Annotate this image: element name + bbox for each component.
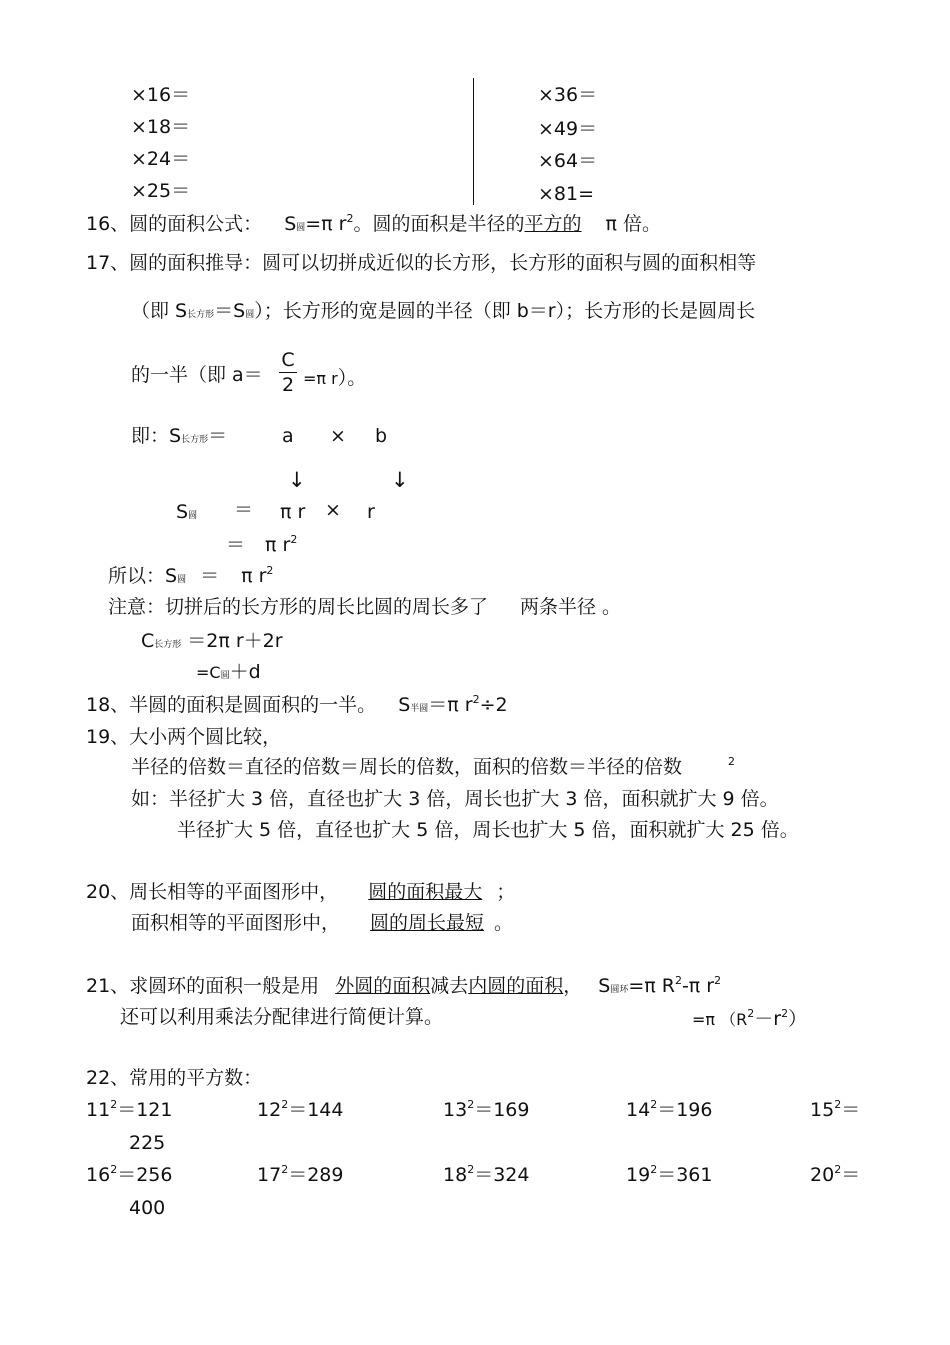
zhuyi-row: 注意：切拼后的长方形的周长比圆的周长多了 两条半径 。 xyxy=(108,596,622,618)
column-divider xyxy=(473,78,474,205)
item-21-eq2: =π $(R^2-r^2)$ xyxy=(692,1007,808,1030)
c-changfangxing-row: C长方形 ＝2π r＋2r xyxy=(141,630,283,652)
mult-left-1: ×16＝ xyxy=(131,84,191,106)
item-20-line1: 20、周长相等的平面图形中， 圆的面积最大 ； xyxy=(86,881,516,903)
square-11: $11^2=121$ xyxy=(86,1098,173,1121)
item-18: 18、半圆的面积是圆面积的一半。 S半圆＝π $r^2\div 2$ xyxy=(86,693,508,716)
s-yuan-row: S圆 xyxy=(176,501,198,523)
s-yuan-eq: ＝ xyxy=(234,499,254,521)
item-19-line3: 如：半径扩大 3 倍，直径也扩大 3 倍，周长也扩大 3 倍，面积就扩大 9 倍。 xyxy=(131,788,779,810)
down-arrow-icon: ↓ xyxy=(288,468,306,492)
square-19: $19^2=361$ xyxy=(626,1163,713,1186)
square-20: $20^2=$ xyxy=(810,1163,861,1186)
c-yuan-row: =C圆＋d xyxy=(196,661,261,683)
mult-right-2: ×49＝ xyxy=(538,118,598,140)
mult-left-4: ×25＝ xyxy=(131,180,191,202)
ji-b: b xyxy=(375,425,388,447)
ji-row: 即：S长方形＝ xyxy=(131,425,228,447)
item-17-line3a: 的一半（即 a＝ xyxy=(131,364,263,386)
mult-left-3: ×24＝ xyxy=(131,148,191,170)
item-19-line1: 19、大小两个圆比较， xyxy=(86,726,282,748)
square-17: $17^2=289$ xyxy=(257,1163,344,1186)
mult-right-4: ×81= xyxy=(538,183,595,205)
square-16: $16^2=256$ xyxy=(86,1163,173,1186)
ji-times: × xyxy=(330,425,346,447)
item-19-line2: 半径的倍数＝直径的倍数＝周长的倍数，面积的倍数＝半径的倍数 $^2$ xyxy=(131,755,736,778)
square-15: $15^2=$ xyxy=(810,1098,861,1121)
item-22-title: 22、常用的平方数： xyxy=(86,1067,263,1089)
item-19-line4: 半径扩大 5 倍，直径也扩大 5 倍，周长也扩大 5 倍，面积就扩大 25 倍。 xyxy=(177,819,799,841)
suoyi-row: 所以：S圆 ＝ π $r^2$ xyxy=(108,564,274,587)
s-yuan-times: × xyxy=(325,499,341,521)
item-21-line2: 还可以利用乘法分配律进行简便计算。 xyxy=(120,1006,444,1028)
mult-left-2: ×18＝ xyxy=(131,116,191,138)
square-13: $13^2=169$ xyxy=(443,1098,530,1121)
square-20-wrap: 400 xyxy=(129,1197,166,1219)
square-18: $18^2=324$ xyxy=(443,1163,530,1186)
item-20-line2: 面积相等的平面图形中， 圆的周长最短 。 xyxy=(131,912,514,934)
mult-right-1: ×36＝ xyxy=(538,84,598,106)
eq-pir2: ＝ π $r^2$ xyxy=(226,533,298,556)
item-21-line1: 21、求圆环的面积一般是用 外圆的面积减去内圆的面积， S圆环=π $R^2-\pi$ $r^2$ xyxy=(86,974,722,997)
fraction-c-over-2: C 2 xyxy=(279,351,297,395)
down-arrow-icon: ↓ xyxy=(391,468,409,492)
s-yuan-r: r xyxy=(367,501,375,523)
square-14: $14^2=196$ xyxy=(626,1098,713,1121)
item-17-line1: 17、圆的面积推导：圆可以切拼成近似的长方形，长方形的面积与圆的面积相等 xyxy=(86,252,757,274)
square-15-wrap: 225 xyxy=(129,1132,166,1154)
ji-a: a xyxy=(282,425,294,447)
mult-right-3: ×64＝ xyxy=(538,150,598,172)
item-17-line3b: =π r）。 xyxy=(303,367,367,389)
s-yuan-pir: π r xyxy=(280,501,306,523)
square-12: $12^2=144$ xyxy=(257,1098,344,1121)
item-16: 16、圆的面积公式： S圆=π $r^2$。圆的面积是半径的平方的 π 倍。 xyxy=(86,212,661,235)
item-17-line2: （即 S长方形＝S圆）；长方形的宽是圆的半径（即 b＝r）；长方形的长是圆周长 xyxy=(131,300,756,322)
